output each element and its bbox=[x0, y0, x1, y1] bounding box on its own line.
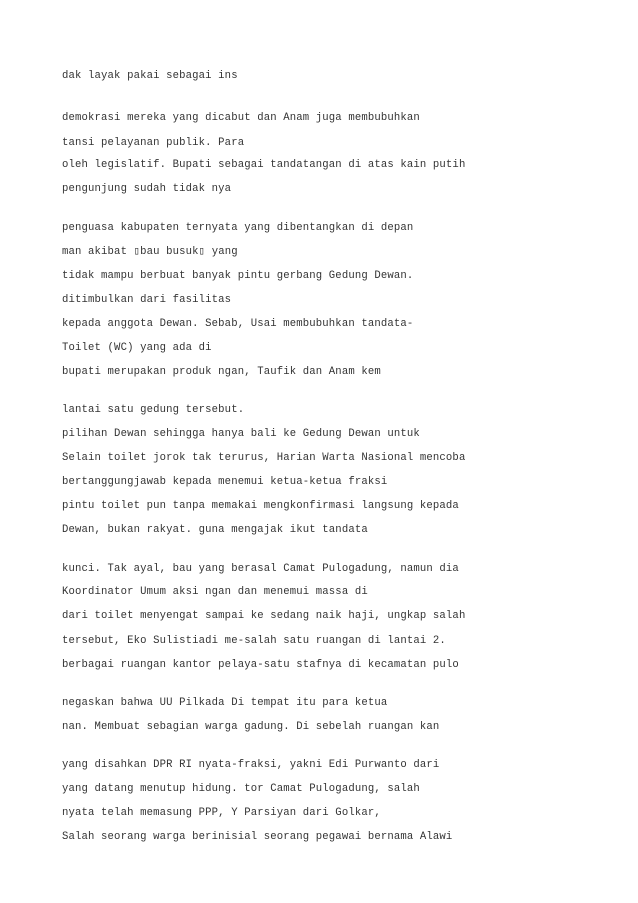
text-line: demokrasi mereka yang dicabut dan Anam juga membubuhkan bbox=[62, 112, 420, 124]
text-line: pintu toilet pun tanpa memakai mengkonfirmasi langsung kepada bbox=[62, 500, 459, 512]
text-line: man akibat ▯bau busuk▯ yang bbox=[62, 246, 238, 258]
text-line: Koordinator Umum aksi ngan dan menemui massa di bbox=[62, 586, 368, 598]
text-line: dari toilet menyengat sampai ke sedang naik haji, ungkap salah bbox=[62, 610, 466, 622]
text-line: kunci. Tak ayal, bau yang berasal Camat Pulogadung, namun dia bbox=[62, 563, 459, 575]
text-line: penguasa kabupaten ternyata yang dibentangkan di depan bbox=[62, 222, 414, 234]
text-line: bupati merupakan produk ngan, Taufik dan Anam kem bbox=[62, 366, 381, 378]
text-line: pilihan Dewan sehingga hanya bali ke Gedung Dewan untuk bbox=[62, 428, 420, 440]
text-line: kepada anggota Dewan. Sebab, Usai membubuhkan tandata- bbox=[62, 318, 414, 330]
text-line: Dewan, bukan rakyat. guna mengajak ikut tandata bbox=[62, 524, 368, 536]
text-line: oleh legislatif. Bupati sebagai tandatangan di atas kain putih bbox=[62, 159, 466, 171]
text-line: lantai satu gedung tersebut. bbox=[62, 404, 245, 416]
text-line: negaskan bahwa UU Pilkada Di tempat itu para ketua bbox=[62, 697, 388, 709]
text-line: nan. Membuat sebagian warga gadung. Di sebelah ruangan kan bbox=[62, 721, 440, 733]
text-line: bertanggungjawab kepada menemui ketua-ketua fraksi bbox=[62, 476, 388, 488]
text-line: ditimbulkan dari fasilitas bbox=[62, 294, 232, 306]
text-line: tansi pelayanan publik. Para bbox=[62, 137, 245, 149]
text-line: tersebut, Eko Sulistiadi me-salah satu ruangan di lantai 2. bbox=[62, 635, 446, 647]
text-line: yang datang menutup hidung. tor Camat Pulogadung, salah bbox=[62, 783, 420, 795]
text-line: Salah seorang warga berinisial seorang pegawai bernama Alawi bbox=[62, 831, 453, 843]
text-line: nyata telah memasung PPP, Y Parsiyan dari Golkar, bbox=[62, 807, 381, 819]
text-line: tidak mampu berbuat banyak pintu gerbang Gedung Dewan. bbox=[62, 270, 414, 282]
text-line: yang disahkan DPR RI nyata-fraksi, yakni Edi Purwanto dari bbox=[62, 759, 440, 771]
text-line: berbagai ruangan kantor pelaya-satu stafnya di kecamatan pulo bbox=[62, 659, 459, 671]
text-line: Toilet (WC) yang ada di bbox=[62, 342, 212, 354]
text-line: dak layak pakai sebagai ins bbox=[62, 70, 238, 82]
text-line: pengunjung sudah tidak nya bbox=[62, 183, 232, 195]
text-line: Selain toilet jorok tak terurus, Harian Warta Nasional mencoba bbox=[62, 452, 466, 464]
